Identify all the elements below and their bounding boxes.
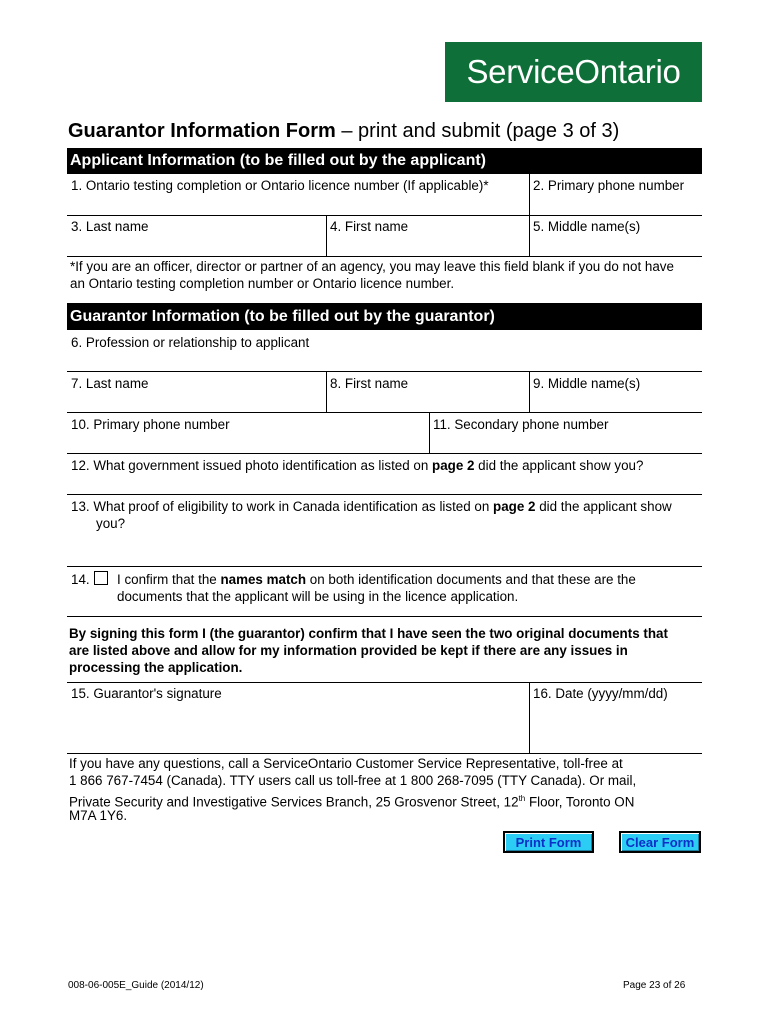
question-photo-id-pre: 12. What government issued photo identification as listed on: [71, 458, 433, 473]
divider: [529, 682, 530, 753]
divider: [67, 753, 702, 754]
divider: [67, 371, 702, 372]
divider: [429, 412, 430, 453]
contact-address-post: Floor, Toronto ON: [525, 794, 635, 810]
question-photo-id-bold: page 2: [432, 458, 475, 473]
divider: [67, 682, 702, 683]
field-guarantor-middle-name-label: 9. Middle name(s): [533, 376, 641, 391]
contact-address-pre: Private Security and Investigative Services Branch, 25 Grosvenor Street, 12: [69, 794, 519, 810]
confirm-number: 14.: [71, 572, 90, 587]
field-profession-label: 6. Profession or relationship to applicant: [71, 335, 310, 350]
divider: [326, 215, 327, 256]
field-applicant-primary-phone-label: 2. Primary phone number: [533, 178, 685, 193]
form-title-main: Guarantor Information Form: [68, 120, 336, 142]
confirm-text-post: on both identification documents and that these are the: [306, 572, 636, 587]
question-photo-id-post: did the applicant show you?: [474, 458, 644, 473]
guarantor-section-header: Guarantor Information (to be filled out by the guarantor): [67, 303, 702, 330]
applicant-section-header: Applicant Information (to be filled out by the applicant): [67, 148, 702, 174]
divider: [67, 412, 702, 413]
declaration-line1: By signing this form I (the guarantor) confirm that I have seen the two original documents that: [69, 626, 668, 641]
contact-address-sup: th: [518, 794, 526, 803]
field-guarantor-first-name-label: 8. First name: [330, 376, 409, 391]
field-signature-label: 15. Guarantor's signature: [71, 686, 222, 701]
confirm-names-match-line2: documents that the applicant will be using in the licence application.: [117, 589, 519, 604]
field-licence-number-label: 1. Ontario testing completion or Ontario licence number (If applicable)*: [71, 178, 489, 193]
clear-form-button[interactable]: Clear Form: [619, 831, 701, 853]
question-photo-id: [71, 457, 643, 474]
divider: [67, 453, 702, 454]
divider: [529, 215, 530, 256]
field-applicant-first-name-label: 4. First name: [330, 219, 409, 234]
field-guarantor-last-name-label: 7. Last name: [71, 376, 149, 391]
contact-line4: M7A 1Y6.: [69, 808, 128, 823]
question-work-eligibility-line2: you?: [96, 516, 126, 531]
names-match-checkbox[interactable]: [94, 571, 108, 585]
field-applicant-last-name-label: 3. Last name: [71, 219, 149, 234]
serviceontario-logo: ServiceOntario: [445, 42, 702, 102]
page-number: Page 23 of 26: [623, 980, 686, 991]
contact-line2: 1 866 767-7454 (Canada). TTY users call us toll-free at 1 800 268-7095 (TTY Canada). Or mail,: [69, 773, 637, 788]
question-work-eligibility: [71, 498, 672, 515]
declaration-line3: processing the application.: [69, 660, 243, 675]
print-form-button[interactable]: Print Form: [503, 831, 594, 853]
field-date-label: 16. Date (yyyy/mm/dd): [533, 686, 668, 701]
form-title-sub: – print and submit (page 3 of 3): [335, 120, 620, 142]
applicant-note-line2: an Ontario testing completion number or Ontario licence number.: [70, 276, 455, 291]
divider: [529, 174, 530, 215]
contact-line3: [69, 790, 634, 810]
divider: [67, 566, 702, 567]
field-applicant-middle-name-label: 5. Middle name(s): [533, 219, 641, 234]
divider: [67, 494, 702, 495]
form-title: [68, 120, 619, 143]
divider: [529, 371, 530, 412]
confirm-text-bold: names match: [220, 572, 307, 587]
field-guarantor-primary-phone-label: 10. Primary phone number: [71, 417, 230, 432]
applicant-note-line1: *If you are an officer, director or partner of an agency, you may leave this field blank if you do not have: [70, 259, 674, 274]
contact-line1: If you have any questions, call a ServiceOntario Customer Service Representative, toll-free at: [69, 756, 623, 771]
question-work-eligibility-post: did the applicant show: [535, 499, 672, 514]
divider: [326, 371, 327, 412]
form-code: 008-06-005E_Guide (2014/12): [68, 980, 204, 991]
question-work-eligibility-bold: page 2: [493, 499, 536, 514]
field-guarantor-secondary-phone-label: 11. Secondary phone number: [433, 417, 609, 432]
confirm-names-match-text: [117, 571, 636, 588]
confirm-text-pre: I confirm that the: [117, 572, 221, 587]
divider: [67, 215, 702, 216]
divider: [67, 256, 702, 257]
declaration-line2: are listed above and allow for my information provided be kept if there are any issues in: [69, 643, 628, 658]
question-work-eligibility-pre: 13. What proof of eligibility to work in Canada identification as listed on: [71, 499, 494, 514]
divider: [67, 616, 702, 617]
